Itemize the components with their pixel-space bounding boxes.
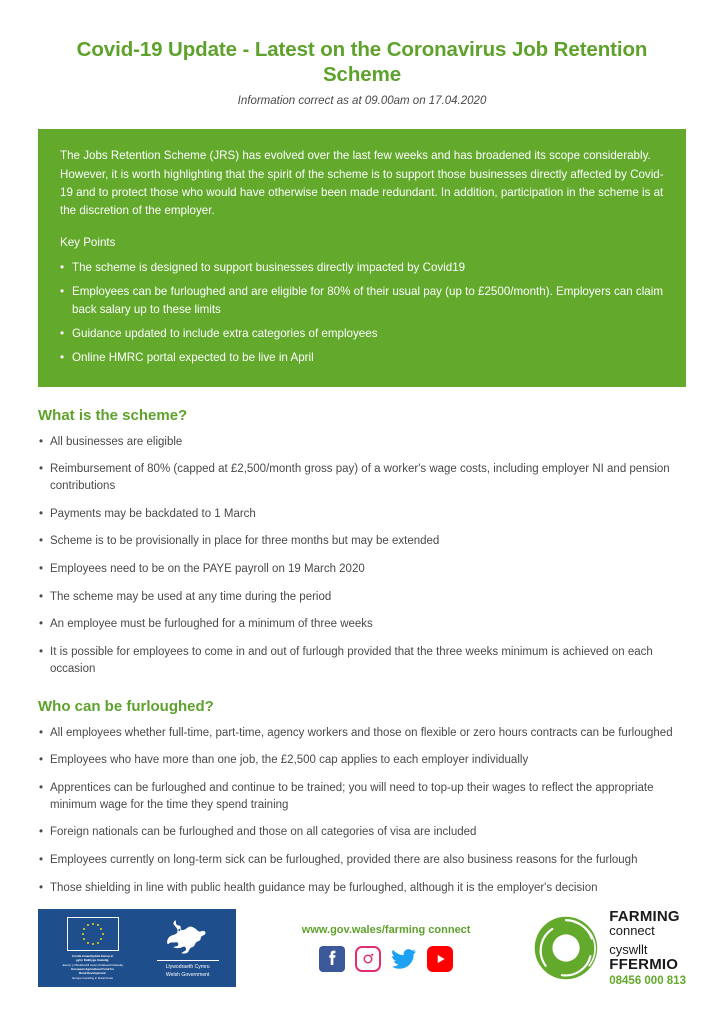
eu-welsh-government-logo xyxy=(38,909,236,987)
eu-star-icon xyxy=(100,928,102,930)
highlight-box xyxy=(38,129,686,387)
section-list xyxy=(38,434,686,678)
website-url-link[interactable]: www.gov.wales/farming connect xyxy=(301,924,471,936)
eu-caption-welsh-1: Cronfa Amaethyddol Ewrop ar xyxy=(71,954,114,958)
list-item: • Online HMRC portal expected to be live in April xyxy=(60,349,664,366)
list-item: • Payments may be backdated to 1 March xyxy=(38,506,686,523)
eu-star-icon xyxy=(97,942,99,944)
list-item: • Foreign nationals can be furloughed and those on all categories of visa are included xyxy=(38,824,686,841)
farming-connect-wordmark xyxy=(609,909,686,988)
eu-funding-caption xyxy=(63,954,123,980)
list-item: • The scheme is designed to support businesses directly impacted by Covid19 xyxy=(60,259,664,276)
eu-star-icon xyxy=(87,942,89,944)
eu-star-icon xyxy=(83,938,85,940)
list-item: • It is possible for employees to come in and out of furlough provided that the three weeks minimum is achieved on each occasion xyxy=(38,644,686,677)
list-item: • Employees need to be on the PAYE payroll on 19 March 2020 xyxy=(38,561,686,578)
list-item: • Reimbursement of 80% (capped at £2,500/month gross pay) of a worker's wage costs, including employer NI and pension contributions xyxy=(38,461,686,494)
list-item: • The scheme may be used at any time during the period xyxy=(38,589,686,606)
brand-line-cyswllt: cyswllt xyxy=(609,941,648,957)
eu-caption-welsh-2: gyfer Datblygu Gwledig: xyxy=(76,958,110,963)
section-what-is-the-scheme xyxy=(38,407,686,678)
section-heading: Who can be furloughed? xyxy=(38,697,214,715)
social-icon-row xyxy=(319,946,453,972)
eu-caption-welsh-3: Ewrop yn Buddsoddi mewn Ardaloedd Gwledig xyxy=(62,962,123,967)
key-points-label: Key Points xyxy=(60,236,116,250)
facebook-icon[interactable] xyxy=(319,946,345,972)
eu-star-icon xyxy=(87,924,89,926)
list-item: • Employees who have more than one job, the £2,500 cap applies to each employer individually xyxy=(38,752,686,769)
farming-connect-logo xyxy=(532,909,686,988)
list-item: • Employees currently on long-term sick can be furloughed, provided there are also business reasons for the furlough xyxy=(38,852,686,869)
page-title: Covid-19 Update - Latest on the Coronavirus Job Retention Scheme xyxy=(76,38,648,86)
section-list xyxy=(38,725,686,897)
highlight-intro-text: The Jobs Retention Scheme (JRS) has evolved over the last few weeks and has broadened its scope considerably. However, it is worth highlighting that the spirit of the scheme is to support those businesses directly affected by Covid-19 and to protect those who would have otherwise been made redundant. In addition, participation in the scheme is at the discretion of the employer. xyxy=(60,149,664,218)
key-points-list xyxy=(60,259,664,367)
list-item: • All employees whether full-time, part-time, agency workers and those on flexible or zero hours contracts can be furloughed xyxy=(38,725,686,742)
list-item: • Employees can be furloughed and are eligible for 80% of their usual pay (up to £2500/month). Employers can claim back salary up to these limits xyxy=(60,283,664,318)
brand-line-connect: connect xyxy=(609,923,655,939)
section-heading: What is the scheme? xyxy=(38,406,188,424)
eu-star-icon xyxy=(92,943,94,945)
list-item: • Apprentices can be furloughed and continue to be trained; you will need to top-up their wages to reflect the appropriate minimum wage for the time they spend training xyxy=(38,780,686,813)
logo-divider xyxy=(157,960,219,961)
welsh-dragon-icon xyxy=(161,917,215,957)
welsh-government-block xyxy=(141,914,230,982)
eu-funding-block xyxy=(44,914,141,982)
list-item: • Those shielding in line with public health guidance may be furloughed, although it is the employer's decision xyxy=(38,880,686,897)
footer-links xyxy=(302,924,471,972)
eu-star-icon xyxy=(83,928,85,930)
eu-star-icon xyxy=(92,923,94,925)
eu-flag-icon xyxy=(67,917,119,951)
list-item: • Guidance updated to include extra categories of employees xyxy=(60,325,664,342)
twitter-icon[interactable] xyxy=(391,946,417,972)
eu-star-icon xyxy=(97,924,99,926)
eu-star-icon xyxy=(82,933,84,935)
welsh-government-name-welsh: Llywodraeth Cymru xyxy=(165,964,210,971)
eu-star-icon xyxy=(100,938,102,940)
youtube-icon[interactable] xyxy=(427,946,453,972)
document-subtitle: Information correct as at 09.00am on 17.04.2020 xyxy=(237,95,487,108)
list-item: • Scheme is to be provisionally in place for three months but may be extended xyxy=(38,533,686,550)
contact-phone-number: 08456 000 813 xyxy=(609,975,686,988)
instagram-icon[interactable] xyxy=(355,946,381,972)
list-item: • An employee must be furloughed for a minimum of three weeks xyxy=(38,616,686,633)
brand-line-ffermio: FFERMIO xyxy=(609,955,679,973)
page-footer xyxy=(0,896,724,1000)
eu-star-icon xyxy=(102,933,104,935)
eu-caption-english-1: European Agricultural Fund for xyxy=(71,967,115,972)
eu-caption-english-3: Europe Investing in Rural Areas xyxy=(72,975,113,980)
eu-caption-english-2: Rural Development: xyxy=(79,971,107,976)
farming-connect-swirl-icon xyxy=(532,914,600,982)
brand-line-farming: FARMING xyxy=(609,907,680,925)
section-who-can-be-furloughed xyxy=(38,698,686,897)
welsh-government-name-english: Welsh Government xyxy=(165,971,210,978)
list-item: • All businesses are eligible xyxy=(38,434,686,451)
